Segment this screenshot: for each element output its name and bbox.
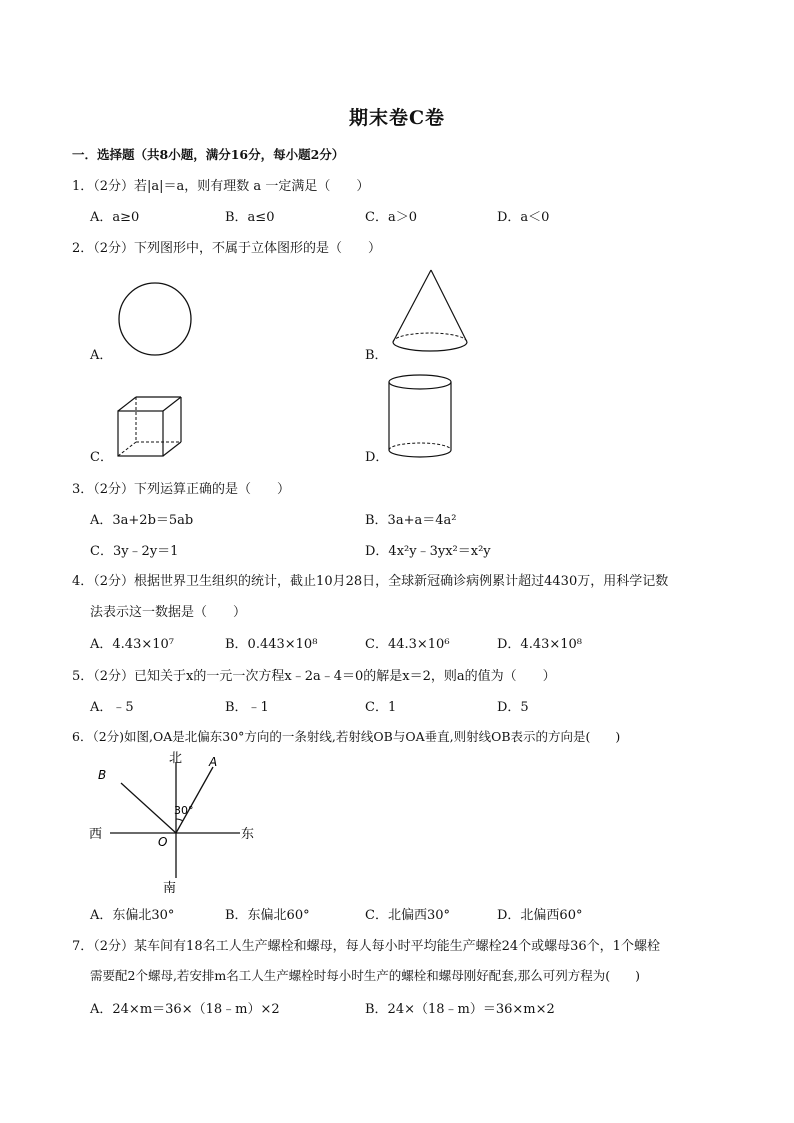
west-label: 西 (89, 827, 103, 842)
north-label: 北 (169, 751, 183, 766)
question-7-stem-line1: 7．（2分）某车间有18名工人生产螺栓和螺母，每人每小时平均能生产螺栓24个或螺母36个，1个螺栓 (72, 939, 660, 954)
q1-option-c: C．a＞0 (365, 210, 417, 225)
q5-option-d: D．5 (497, 700, 529, 715)
q6-option-d: D．北偏西60° (497, 908, 583, 923)
cone-figure (388, 267, 478, 362)
q3-option-b: B．3a+a＝4a² (365, 513, 457, 528)
q6-option-a: A．东偏北30° (90, 908, 175, 923)
q5-option-b: B．﹣1 (225, 700, 269, 715)
q5-option-c: C．1 (365, 700, 397, 715)
point-b-label: B (98, 768, 107, 782)
q2-option-a: A． (90, 348, 113, 363)
page-title: 期末卷C卷 (348, 107, 446, 129)
question-1-stem: 1．（2分）若|a|＝a，则有理数 a 一定满足（ ） (72, 179, 370, 194)
q2-option-c: C． (90, 450, 113, 465)
q2-option-d: D． (365, 450, 389, 465)
cube-figure (115, 395, 195, 465)
east-label: 东 (241, 827, 255, 842)
q3-option-c: C．3y﹣2y＝1 (90, 544, 179, 559)
q7-option-a: A．24×m＝36×（18﹣m）×2 (90, 1002, 280, 1017)
south-label: 南 (163, 881, 177, 896)
question-6-stem: 6．（2分)如图,OA是北偏东30°方向的一条射线,若射线OB与OA垂直,则射线OB表示的方向是( ) (72, 729, 621, 744)
q1-option-d: D．a＜0 (497, 210, 550, 225)
q1-option-b: B．a≤0 (225, 210, 275, 225)
question-3-stem: 3．（2分）下列运算正确的是（ ） (72, 482, 291, 497)
point-a-label: A (209, 755, 218, 769)
angle-label: 30° (174, 804, 194, 817)
q1-option-a: A．a≥0 (90, 210, 140, 225)
q6-option-c: C．北偏西30° (365, 908, 450, 923)
q2-option-b: B． (365, 348, 388, 363)
q5-option-a: A．﹣5 (90, 700, 134, 715)
cylinder-figure (388, 372, 468, 467)
q4-option-c: C．44.3×10⁶ (365, 637, 450, 652)
q4-option-d: D．4.43×10⁸ (497, 637, 583, 652)
point-o-label: O (158, 835, 168, 849)
q6-option-b: B．东偏北60° (225, 908, 310, 923)
question-2-stem: 2．（2分）下列图形中，不属于立体图形的是（ ） (72, 241, 382, 256)
question-4-stem-line1: 4．（2分）根据世界卫生组织的统计，截止10月28日，全球新冠确诊病例累计超过4430万，用科学记数 (72, 574, 669, 589)
question-5-stem: 5．（2分）已知关于x的一元一次方程x﹣2a﹣4＝0的解是x＝2，则a的值为（ ） (72, 669, 556, 684)
question-7-stem-line2: 需要配2个螺母,若安排m名工人生产螺栓时每小时生产的螺栓和螺母刚好配套,那么可列方程为( ) (90, 968, 641, 983)
q4-option-b: B．0.443×10⁸ (225, 637, 318, 652)
q7-option-b: B．24×（18﹣m）＝36×m×2 (365, 1002, 555, 1017)
section-heading: 一．选择题（共8小题，满分16分，每小题2分） (72, 147, 345, 162)
compass-diagram (85, 750, 285, 895)
question-4-stem-line2: 法表示这一数据是（ ） (90, 605, 247, 620)
circle-figure (115, 279, 195, 359)
q4-option-a: A．4.43×10⁷ (90, 637, 174, 652)
q3-option-d: D．4x²y﹣3yx²＝x²y (365, 544, 491, 559)
q3-option-a: A．3a+2b＝5ab (90, 513, 194, 528)
